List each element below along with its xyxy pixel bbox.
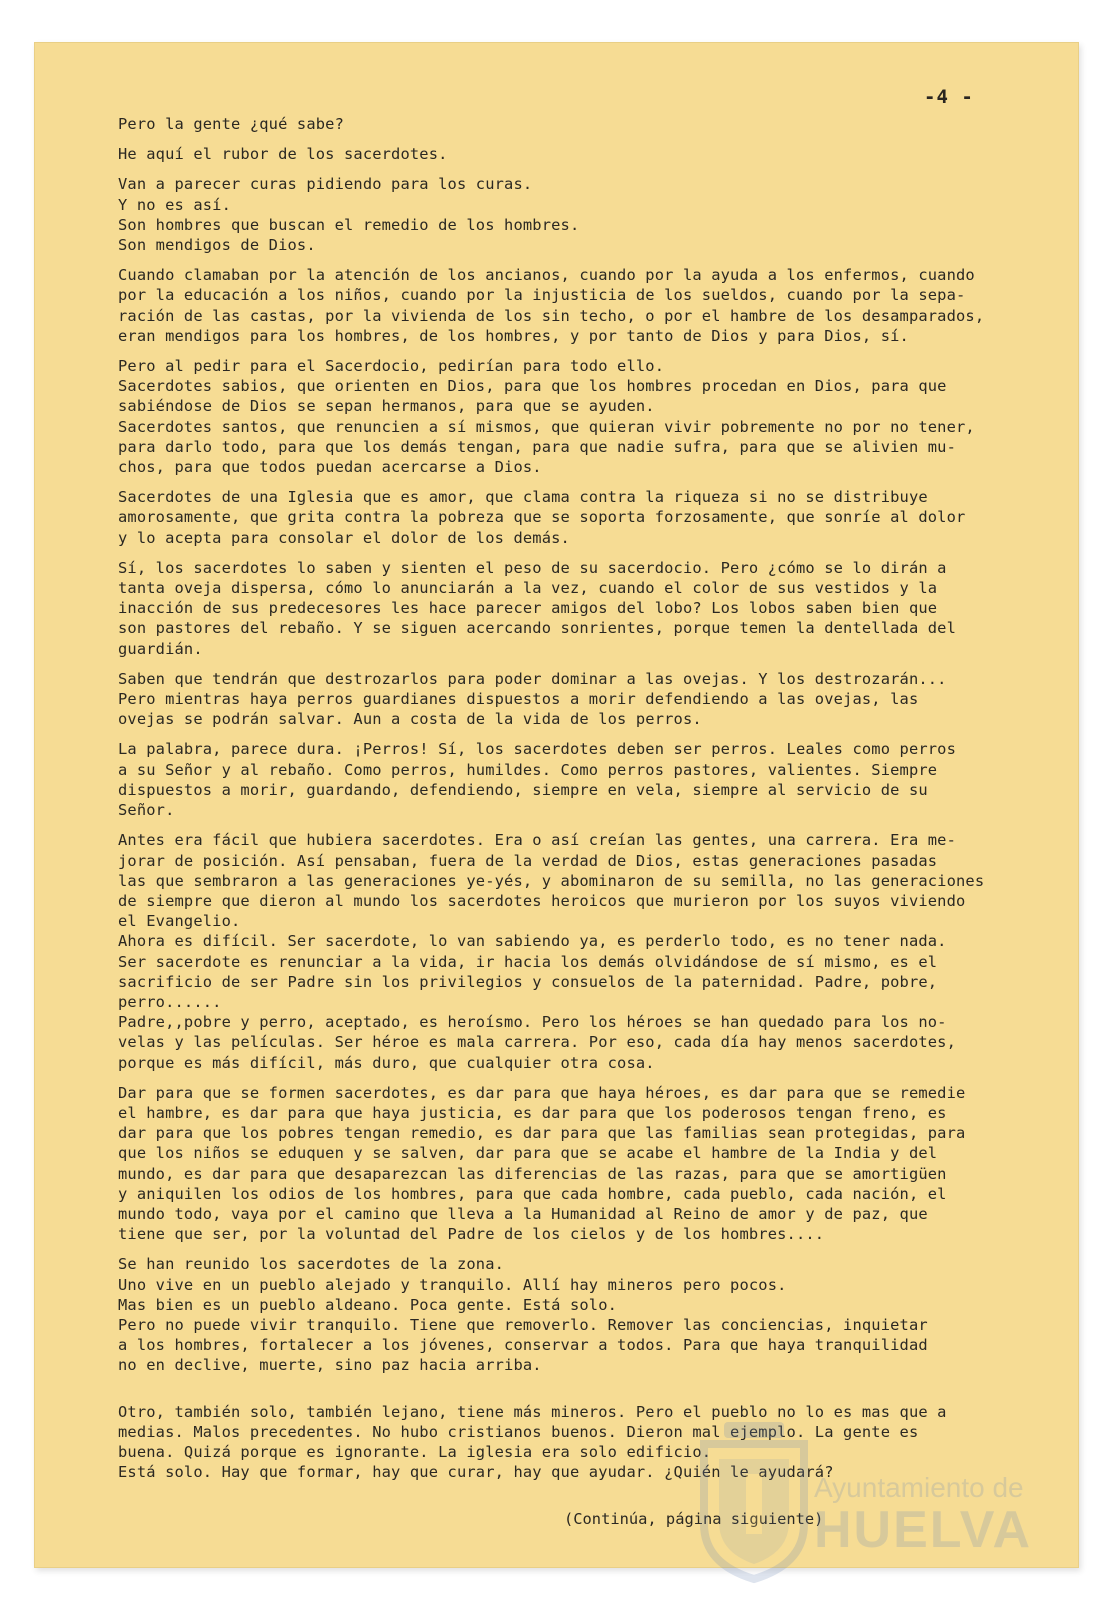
paragraph <box>118 1083 1048 1245</box>
document-page <box>34 42 1079 1568</box>
text-line: tanta oveja dispersa, cómo lo anunciarán a la vez, cuando el color de sus vestidos y la <box>118 579 938 598</box>
text-line: sacrificio de ser Padre sin los privilegios y consuelos de la paternidad. Padre, pobre, <box>118 972 938 991</box>
text-line: Pero la gente ¿qué sabe? <box>118 115 344 133</box>
text-line: mundo, es dar para que desaparezcan las diferencias de las razas, para que se amortigüen <box>118 1164 947 1183</box>
text-line: Antes era fácil que hubiera sacerdotes. Era o así creían las gentes, una carrera. Era me- <box>118 831 957 850</box>
text-line: son pastores del rebaño. Y se siguen acercando sonrientes, porque temen la dentellada del <box>118 619 957 638</box>
paragraph <box>118 265 1048 346</box>
text-line: ovejas se podrán salvar. Aun a costa de la vida de los perros. <box>118 710 702 729</box>
body-text <box>118 114 1048 1492</box>
shield-crest-icon <box>694 1414 814 1584</box>
text-line: Sí, los sacerdotes lo saben y sienten el peso de su sacerdocio. Pero ¿cómo se lo dirán a <box>118 558 947 577</box>
text-line: Son hombres que buscan el remedio de los hombres. <box>118 215 580 234</box>
text-line: ración de las castas, por la vivienda de los sin techo, o por el hambre de los desamparados, <box>118 306 985 325</box>
text-line: Saben que tendrán que destrozarlos para poder dominar a las ovejas. Y los destrozarán... <box>118 669 947 688</box>
paragraph <box>118 739 1048 820</box>
paragraph <box>118 558 1048 659</box>
paragraph <box>118 830 1048 1072</box>
paragraph <box>118 669 1048 730</box>
text-line: y aniquilen los odios de los hombres, para que cada hombre, cada pueblo, cada nación, el <box>118 1184 947 1203</box>
text-line: Está solo. Hay que formar, hay que curar, hay que ayudar. ¿Quién le ayudará? <box>118 1463 834 1482</box>
text-line: dispuestos a morir, guardando, defendiendo, siempre en vela, siempre al servicio de su <box>118 780 928 799</box>
text-line: jorar de posición. Así pensaban, fuera de la verdad de Dios, estas generaciones pasadas <box>118 851 938 870</box>
text-line: de siempre que dieron al mundo los sacerdotes heroicos que murieron por los suyos viviendo <box>118 891 966 910</box>
text-line: Sacerdotes santos, que renuncien a sí mismos, que quieran vivir pobremente no por no tener, <box>118 417 975 436</box>
text-line: Cuando clamaban por la atención de los ancianos, cuando por la ayuda a los enfermos, cuando <box>118 266 975 285</box>
text-line: Sacerdotes sabios, que orienten en Dios, para que los hombres procedan en Dios, para que <box>118 377 947 396</box>
text-line: el Evangelio. <box>118 912 241 931</box>
text-line: Pero al pedir para el Sacerdocio, pedirían para todo ello. <box>118 357 665 376</box>
text-line: el hambre, es dar para que haya justicia, es dar para que los poderosos tengan freno, es <box>118 1103 947 1122</box>
text-line: Señor. <box>118 801 175 820</box>
text-line: Mas bien es un pueblo aldeano. Poca gente. Está solo. <box>118 1295 618 1314</box>
text-line: Ser sacerdote es renunciar a la vida, ir hacia los demás olvidándose de sí mismo, es el <box>118 952 938 971</box>
text-line: a su Señor y al rebaño. Como perros, humildes. Como perros pastores, valientes. Siempre <box>118 760 938 779</box>
text-line: porque es más difícil, más duro, que cualquier otra cosa. <box>118 1053 655 1072</box>
text-line: chos, para que todos puedan acercarse a Dios. <box>118 458 542 477</box>
text-line: mundo todo, vaya por el camino que lleva a la Humanidad al Reino de amor y de paz, que <box>118 1204 928 1223</box>
watermark <box>694 1414 1064 1594</box>
text-line: La palabra, parece dura. ¡Perros! Sí, los sacerdotes deben ser perros. Leales como perros <box>118 740 957 759</box>
continues-note: (Continúa, página siguiente) <box>564 1510 824 1528</box>
text-line: Ahora es difícil. Ser sacerdote, lo van sabiendo ya, es perderlo todo, es no tener nada. <box>118 932 947 951</box>
watermark-line2: HUELVA <box>814 1501 1033 1559</box>
text-line: guardián. <box>118 639 203 658</box>
text-line: Son mendigos de Dios. <box>118 236 316 255</box>
paragraph <box>118 114 1048 134</box>
text-line: Van a parecer curas pidiendo para los curas. <box>118 175 533 194</box>
text-line: Se han reunido los sacerdotes de la zona. <box>118 1255 505 1274</box>
text-line: eran mendigos para los hombres, de los hombres, y por tanto de Dios y para Dios, sí. <box>118 326 909 345</box>
text-line: Dar para que se formen sacerdotes, es dar para que haya héroes, es dar para que se remedie <box>118 1083 966 1102</box>
text-line: medias. Malos precedentes. No hubo cristianos buenos. Dieron mal ejemplo. La gente es <box>118 1422 919 1441</box>
paragraph <box>118 487 1048 548</box>
paragraph <box>118 174 1048 255</box>
paragraph <box>118 144 1048 164</box>
text-line: Padre,,pobre y perro, aceptado, es heroísmo. Pero los héroes se han quedado para los no- <box>118 1013 947 1032</box>
text-line: que los niños se eduquen y se salven, dar para que se acabe el hambre de la India y del <box>118 1144 938 1163</box>
text-line: las que sembraron a las generaciones ye-yés, y abominaron de su semilla, no las generaciones <box>118 871 985 890</box>
text-line: a los hombres, fortalecer a los jóvenes, conservar a todos. Para que haya tranquilidad <box>118 1336 928 1355</box>
text-line: no en declive, muerte, sino paz hacia arriba. <box>118 1356 542 1375</box>
text-line: inacción de sus predecesores les hace parecer amigos del lobo? Los lobos saben bien que <box>118 599 938 618</box>
paragraph <box>118 356 1048 477</box>
text-line: Pero no puede vivir tranquilo. Tiene que removerlo. Remover las conciencias, inquietar <box>118 1315 928 1334</box>
text-line: Otro, también solo, también lejano, tiene más mineros. Pero el pueblo no lo es mas que a <box>118 1402 947 1421</box>
text-line: amorosamente, que grita contra la pobreza que se soporta forzosamente, que sonríe al dolor <box>118 508 966 527</box>
text-line: y lo acepta para consolar el dolor de los demás. <box>118 528 570 547</box>
text-line: buena. Quizá porque es ignorante. La iglesia era solo edificio. <box>118 1442 712 1461</box>
text-line: Uno vive en un pueblo alejado y tranquilo. Allí hay mineros pero pocos. <box>118 1275 787 1294</box>
text-line: Pero mientras haya perros guardianes dispuestos a morir defendiendo a las ovejas, las <box>118 690 919 709</box>
watermark-line1: Ayuntamiento de <box>814 1472 1024 1503</box>
page-number: -4 - <box>924 86 974 108</box>
text-line: tiene que ser, por la voluntad del Padre de los cielos y de los hombres.... <box>118 1225 825 1244</box>
text-line: sabiéndose de Dios se sepan hermanos, para que se ayuden. <box>118 397 655 416</box>
text-line: Sacerdotes de una Iglesia que es amor, que clama contra la riqueza si no se distribuye <box>118 488 928 507</box>
text-line: He aquí el rubor de los sacerdotes. <box>118 145 448 164</box>
text-line: para darlo todo, para que los demás tengan, para que nadie sufra, para que se alivien mu- <box>118 437 957 456</box>
text-line: velas y las películas. Ser héroe es mala carrera. Por eso, cada día hay menos sacerdotes, <box>118 1033 957 1052</box>
text-line: Y no es así. <box>118 195 231 214</box>
text-line: perro...... <box>118 992 222 1011</box>
text-line: dar para que los pobres tengan remedio, es dar para que las familias sean protegidas, para <box>118 1124 966 1143</box>
text-line: por la educación a los niños, cuando por la injusticia de los sueldos, cuando por la sepa- <box>118 286 966 305</box>
paragraph <box>118 1254 1048 1375</box>
